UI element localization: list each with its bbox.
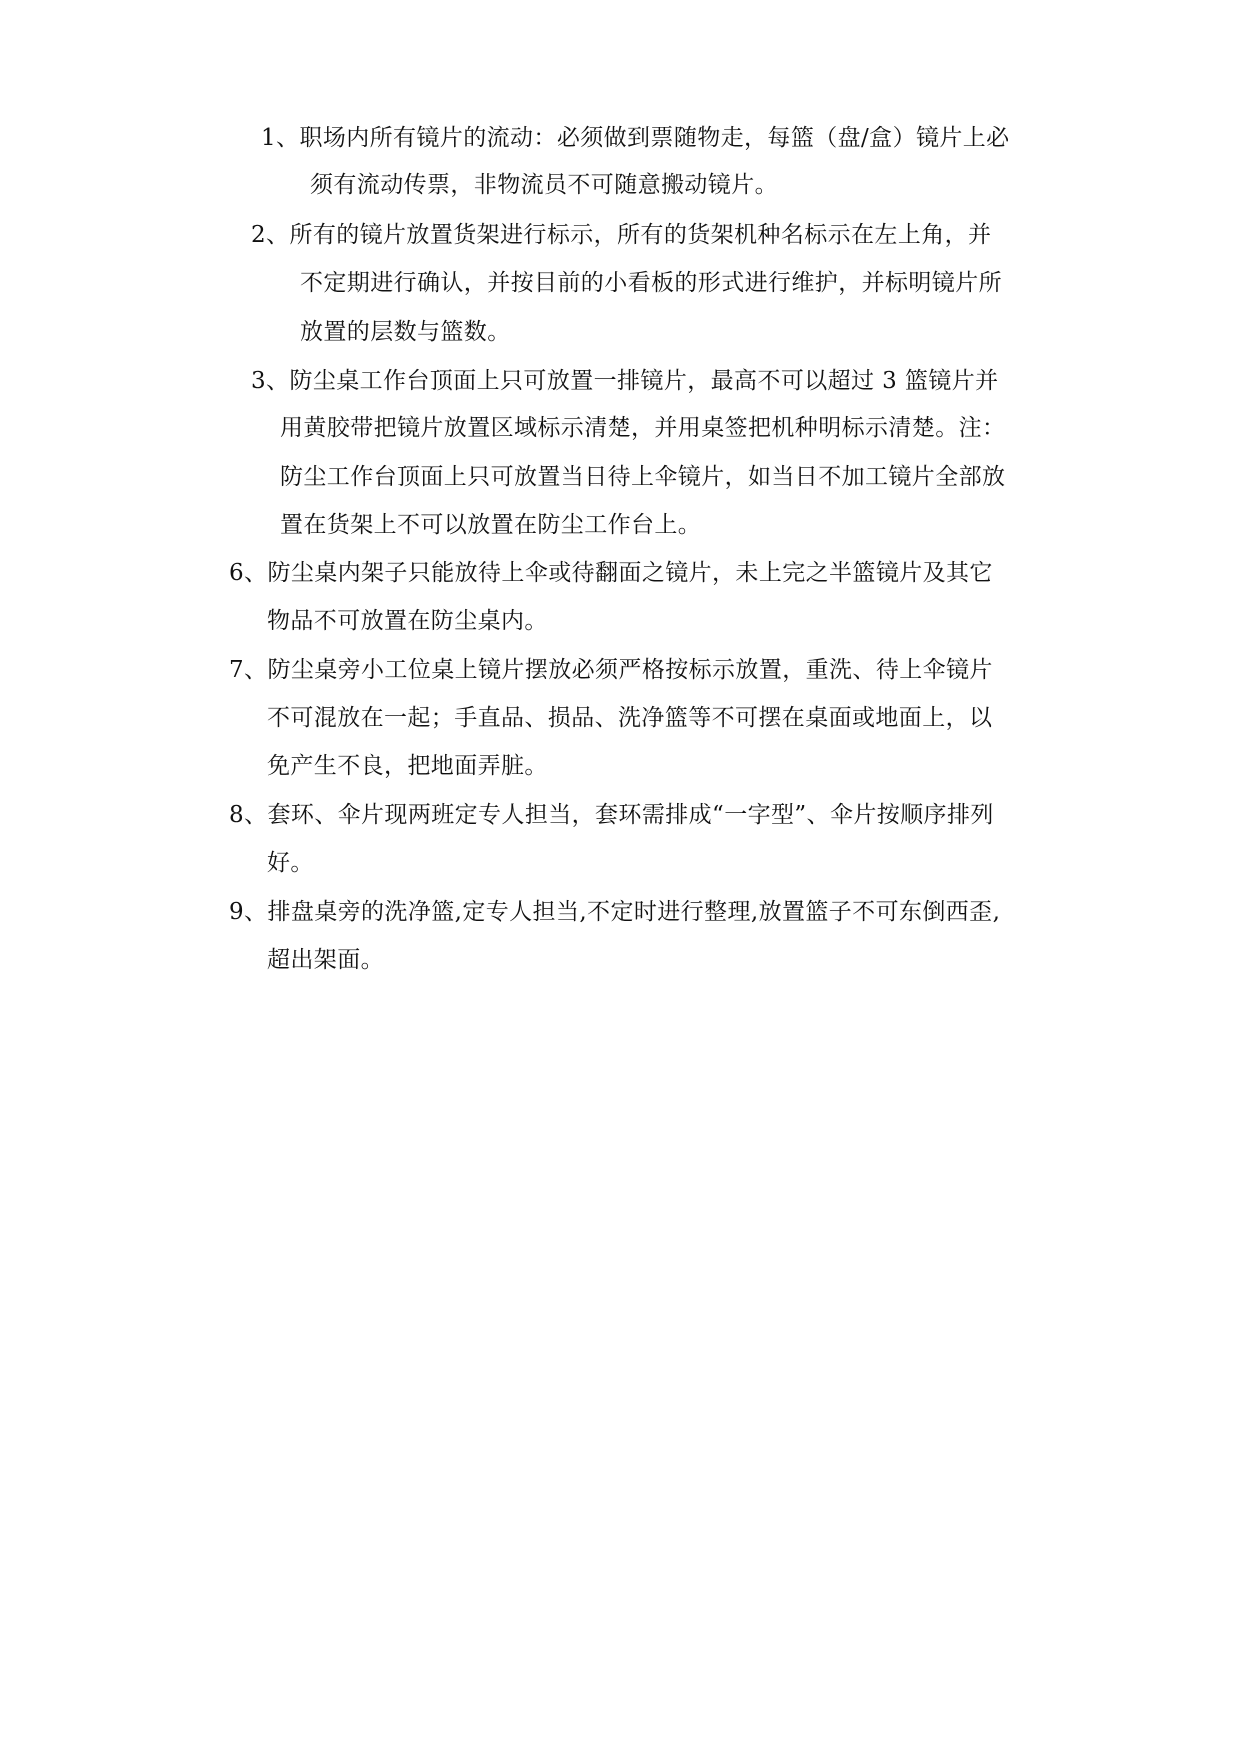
item-1-line-1 bbox=[261, 123, 1010, 153]
item-3-line-1 bbox=[251, 366, 999, 396]
item-9-line-1 bbox=[229, 897, 1000, 927]
item-number: 9、 bbox=[229, 899, 268, 925]
item-number: 7、 bbox=[229, 657, 268, 683]
item-text: 套环、伞片现两班定专人担当，套环需排成“一字型”、伞片按顺序排列 bbox=[267, 802, 994, 828]
item-3-line-3: 防尘工作台顶面上只可放置当日待上伞镜片，如当日不加工镜片全部放 bbox=[280, 464, 1006, 490]
item-text: 防尘桌旁小工位桌上镜片摆放必须严格按标示放置，重洗、待上伞镜片 bbox=[267, 657, 993, 683]
item-8-line-2: 好。 bbox=[267, 850, 314, 876]
item-2-line-1 bbox=[251, 220, 991, 250]
item-number: 1、 bbox=[261, 125, 300, 151]
item-text: 防尘桌工作台顶面上只可放置一排镜片，最高不可以超过 3 篮镜片并 bbox=[289, 368, 999, 394]
item-9-line-2: 超出架面。 bbox=[267, 947, 384, 973]
item-2-line-3: 放置的层数与篮数。 bbox=[300, 319, 511, 345]
item-1-line-2: 须有流动传票，非物流员不可随意搬动镜片。 bbox=[310, 172, 778, 198]
item-2-line-2: 不定期进行确认，并按目前的小看板的形式进行维护，并标明镜片所 bbox=[300, 270, 1002, 296]
item-7-line-2: 不可混放在一起；手直品、损品、洗净篮等不可摆在桌面或地面上，以 bbox=[267, 705, 993, 731]
item-3-line-4: 置在货架上不可以放置在防尘工作台上。 bbox=[280, 512, 702, 538]
item-3-line-2: 用黄胶带把镜片放置区域标示清楚，并用桌签把机种明标示清楚。注： bbox=[280, 415, 1006, 441]
item-text: 职场内所有镜片的流动：必须做到票随物走，每篮（盘/盒）镜片上必 bbox=[299, 125, 1010, 151]
item-text: 防尘桌内架子只能放待上伞或待翻面之镜片，未上完之半篮镜片及其它 bbox=[267, 560, 993, 586]
item-7-line-1 bbox=[229, 655, 993, 685]
item-number: 8、 bbox=[229, 802, 268, 828]
item-text: 排盘桌旁的洗净篮,定专人担当,不定时进行整理,放置篮子不可东倒西歪, bbox=[267, 899, 1001, 925]
item-number: 6、 bbox=[229, 560, 268, 586]
item-text: 所有的镜片放置货架进行标示，所有的货架机种名标示在左上角，并 bbox=[289, 222, 992, 248]
item-number: 3、 bbox=[251, 368, 290, 394]
item-6-line-1 bbox=[229, 558, 993, 588]
item-7-line-3: 免产生不良，把地面弄脏。 bbox=[267, 753, 548, 779]
item-number: 2、 bbox=[251, 222, 290, 248]
item-8-line-1 bbox=[229, 800, 994, 830]
item-6-line-2: 物品不可放置在防尘桌内。 bbox=[267, 608, 548, 634]
